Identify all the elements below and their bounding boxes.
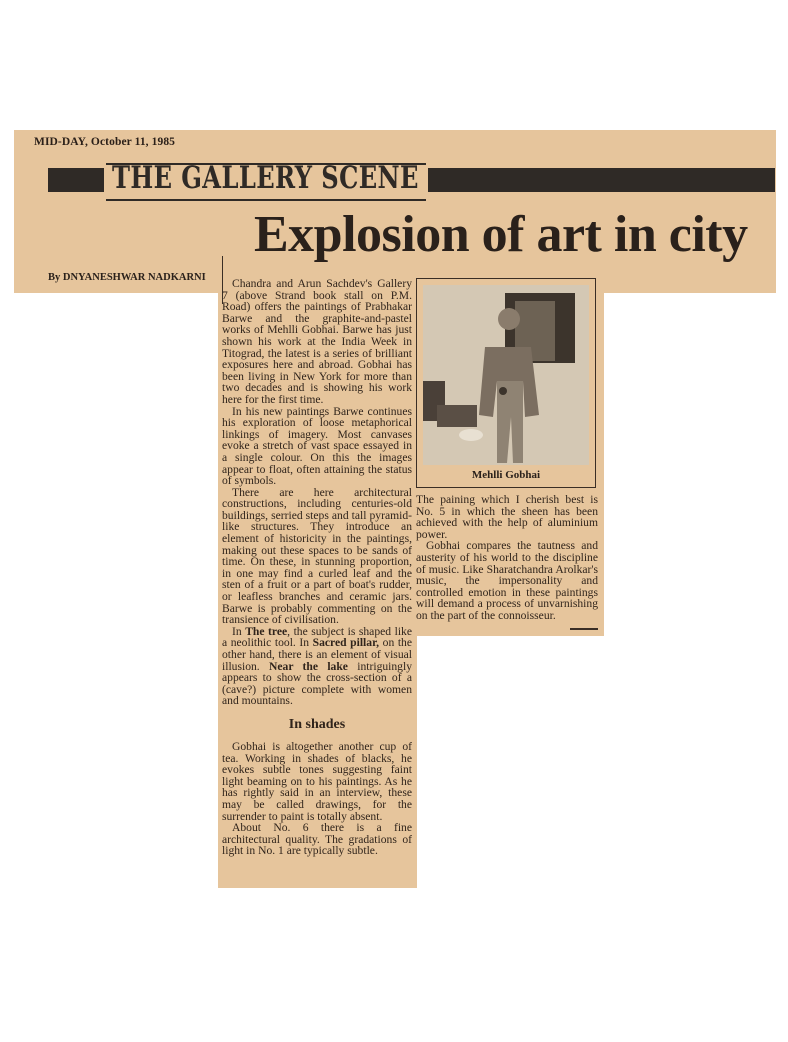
dateline: MID-DAY, October 11, 1985 [34,136,176,148]
paragraph: In his new paintings Barwe continues his exploration of loose metaphorical linkings of imagery. Most canvases evoke a stretch of vast space essayed in a single colour. On this the images appear to float, often attaining the status of symbols. [222,404,412,488]
paragraph: Chandra and Arun Sachdev's Gallery 7 (above Strand book stall on P.M. Road) offers the paintings of Prabhakar Barwe and the graphite-and-pastel works of Mehlli Gobhai. Barwe has just shown his work at the India Week in Titograd, the latest is a series of brilliant exposures here and abroad. Gobhai has been living in New York for more than two decades and is showing his work here for the first time. [222,277,412,406]
kicker-bar-right [428,168,775,192]
section-kicker: THE GALLERY SCENE [112,160,419,196]
end-rule [570,628,598,630]
article-column-right [416,494,598,622]
paragraph: In The tree, the subject is shaped like a neolithic tool. In Sacred pillar, on the other hand, there is an element of visual illusion. Near the lake intriguingly appears to show the cross-section of a (cave?) picture complete with women and mountains. [222,624,412,708]
paragraph: Gobhai is altogether another cup of tea. Working in shades of blacks, he evokes subtle tones suggesting faint light beaming on to his paintings. As he has rightly said in an interview, these may be called drawings, for the surrender to paint is totally absent. [222,739,412,823]
work-title: Sacred pillar, [312,636,380,650]
work-title: Near the lake [269,659,348,673]
paragraph: There are here architectural constructions, including centuries-old buildings, serried steps and tall pyramid-like structures. They introduce an element of historicity in the paintings, making out these spaces to be sands of time. On these, in stunning proportion, in one may find a curled leaf and the sten of a fruit or a part of boat's rudder, or leafless branches and ceramic jars. Barwe is probably commenting on the transience of civilisation. [222,485,412,627]
article-column-left [222,278,412,857]
subheading: In shades [288,716,346,732]
work-title: The tree [245,624,288,638]
photo-frame [416,278,596,488]
photo-caption: Mehlli Gobhai [471,469,541,481]
kicker-bar-left [48,168,104,192]
portrait-photo-icon [423,285,589,465]
paragraph: Gobhai compares the tautness and austerity of his world to the discipline of music. Like Sharatchandra Arolkar's music, the impersonality and controlled emotion in these paintings will demand a process of unvarnishing on the part of the connoisseur. [416,539,598,622]
headline: Explosion of art in city [254,206,748,263]
paragraph: The paining which I cherish best is No. 5 in which the sheen has been achieved with the help of aluminium power. [416,493,598,541]
byline: By DNYANESHWAR NADKARNI [48,272,206,283]
paragraph: About No. 6 there is a fine architectural quality. The gradations of light in No. 1 are typically subtle. [222,821,412,858]
